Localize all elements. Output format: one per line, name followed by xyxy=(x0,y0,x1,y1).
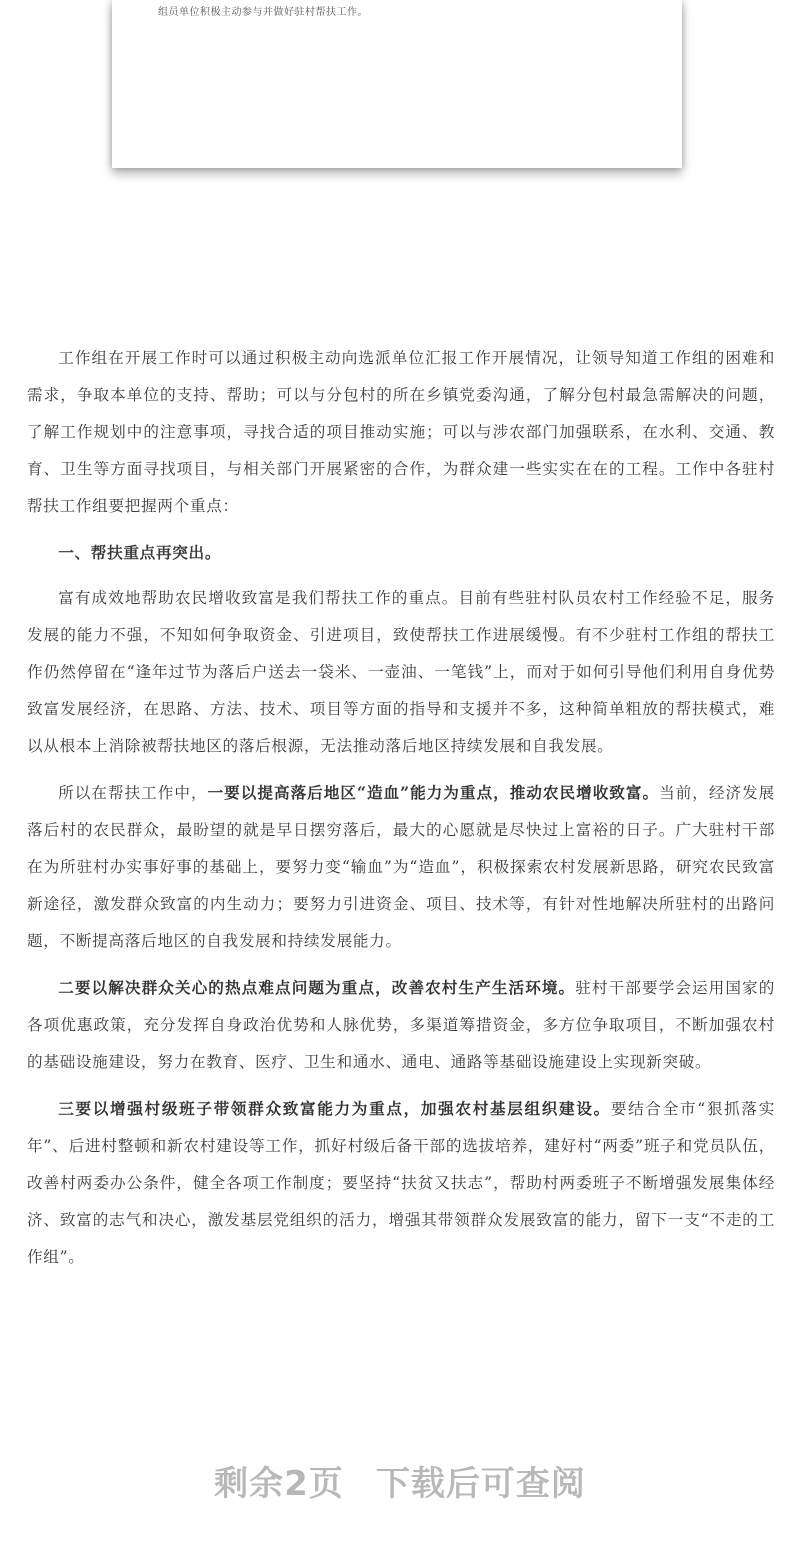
section-heading: 一、帮扶重点再突出。 xyxy=(58,543,222,562)
download-to-view-label: 下载后可查阅 xyxy=(375,1464,586,1504)
paragraph-point-one xyxy=(27,774,775,960)
point-one-text: 当前，经济发展落后村的农民群众，最盼望的就是早日摆穷落后，最大的心愿就是尽快过上富裕的日子。广大驻村干部在为所驻村办实事好事的基础上，要努力变“输血”为“造血”，积极探索农村发展新思路，研究农民致富新途径，激发群众致富的内生动力；要努力引进资金、项目、技术等，有针对性地解决所驻村的出路问题，不断提高落后地区的自我发展和持续发展能力。 xyxy=(27,784,775,950)
point-two-text: 驻村干部要学会运用国家的各项优惠政策，充分发挥自身政治优势和人脉优势，多渠道筹措资金，多方位争取项目，不断加强农村的基础设施建设，努力在教育、医疗、卫生和通水、通电、通路等基础设施建设上实现新突破。 xyxy=(27,979,775,1071)
document-body xyxy=(27,340,775,1285)
remaining-pages-label: 剩余2页 xyxy=(214,1464,344,1504)
paragraph-point-three xyxy=(27,1090,775,1276)
point-three-bold: 三要以增强村级班子带领群众致富能力为重点，加强农村基层组织建设。 xyxy=(58,1099,611,1118)
paragraph-point-two xyxy=(27,969,775,1081)
point-one-bold: 一要以提高落后地区“造血”能力为重点，推动农民增收致富。 xyxy=(207,783,660,802)
point-three-text: 要结合全市“狠抓落实年”、后进村整顿和新农村建设等工作，抓好村级后备干部的选拔培养，建好村“两委”班子和党员队伍，改善村两委办公条件，健全各项工作制度；要坚持“扶贫又扶志”，帮助村两委班子不断增强发展集体经济、致富的志气和决心，激发基层党组织的活力，增强其带领群众发展致富的能力，留下一支“不走的工作组”。 xyxy=(27,1100,775,1266)
paragraph-focus: 富有成效地帮助农民增收致富是我们帮扶工作的重点。目前有些驻村队员农村工作经验不足，服务发展的能力不强，不知如何争取资金、引进项目，致使帮扶工作进展缓慢。有不少驻村工作组的帮扶工作仍然停留在“逢年过节为落后户送去一袋米、一壶油、一笔钱”上，而对于如何引导他们利用自身优势致富发展经济，在思路、方法、技术、项目等方面的指导和支援并不多，这种简单粗放的帮扶模式，难以从根本上消除被帮扶地区的落后根源，无法推动落后地区持续发展和自我发展。 xyxy=(27,589,775,755)
paragraph-intro: 工作组在开展工作时可以通过积极主动向选派单位汇报工作开展情况，让领导知道工作组的困难和需求，争取本单位的支持、帮助；可以与分包村的所在乡镇党委沟通，了解分包村最急需解决的问题，了解工作规划中的注意事项，寻找合适的项目推动实施；可以与涉农部门加强联系，在水利、交通、教育、卫生等方面寻找项目，与相关部门开展紧密的合作，为群众建一些实实在在的工程。工作中各驻村帮扶工作组要把握两个重点： xyxy=(27,349,775,515)
download-prompt[interactable] xyxy=(0,1456,800,1505)
document-preview-page xyxy=(112,0,682,168)
point-one-lead: 所以在帮扶工作中， xyxy=(58,784,208,802)
preview-text: 组员单位积极主动参与并做好驻村帮扶工作。 xyxy=(158,7,368,18)
point-two-bold: 二要以解决群众关心的热点难点问题为重点，改善农村生产生活环境。 xyxy=(58,978,576,997)
